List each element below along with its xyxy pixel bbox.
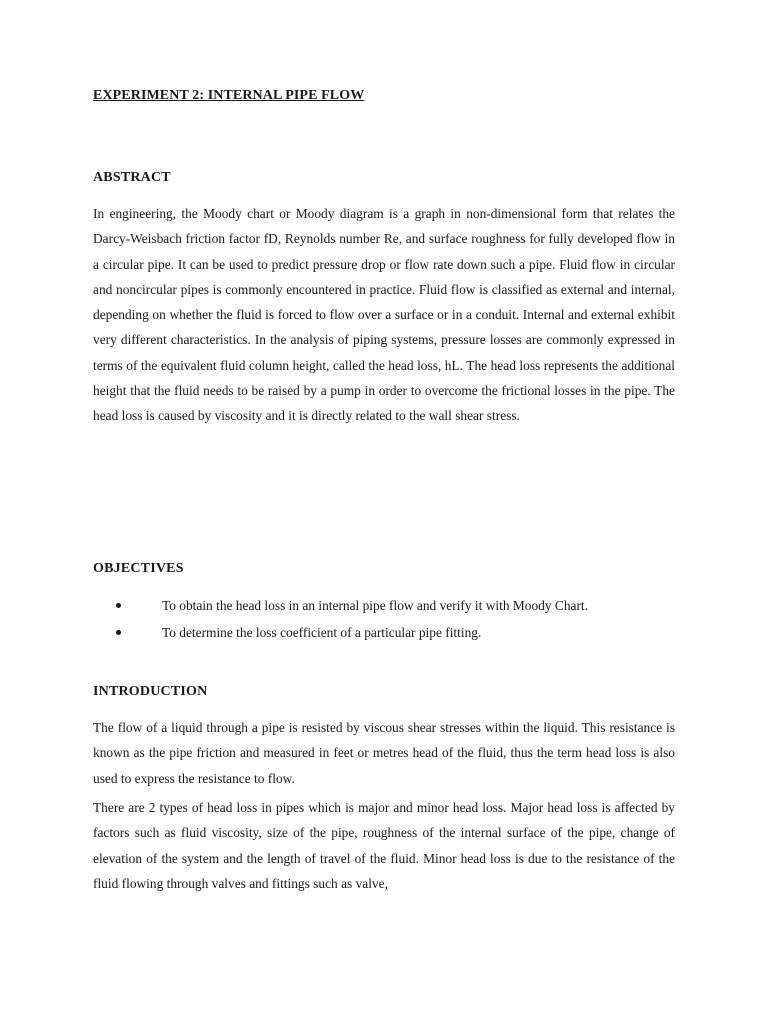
bullet-icon <box>116 630 121 635</box>
list-item <box>93 619 675 646</box>
objective-text: To obtain the head loss in an internal pipe flow and verify it with Moody Chart. <box>162 598 588 613</box>
list-item <box>93 592 675 619</box>
objective-text: To determine the loss coefficient of a particular pipe fitting. <box>162 625 482 640</box>
abstract-paragraph: In engineering, the Moody chart or Moody diagram is a graph in non-dimensional form that relates the Darcy-Weisbach friction factor fD, Reynolds number Re, and surface roughness for fully developed flow in a circular pipe. It can be used to predict pressure drop or flow rate down such a pipe. Fluid flow in circular and noncircular pipes is commonly encountered in practice. Fluid flow is classified as external and internal, depending on whether the fluid is forced to flow over a surface or in a conduit. Internal and external exhibit very different characteristics. In the analysis of piping systems, pressure losses are commonly expressed in terms of the equivalent fluid column height, called the head loss, hL. The head loss represents the additional height that the fluid needs to be raised by a pump in order to overcome the frictional losses in the pipe. The head loss is caused by viscosity and it is directly related to the wall shear stress. <box>93 206 675 424</box>
abstract-heading: ABSTRACT <box>93 170 171 185</box>
introduction-heading: INTRODUCTION <box>93 684 208 699</box>
document-title: EXPERIMENT 2: INTERNAL PIPE FLOW <box>93 88 365 103</box>
bullet-icon <box>116 603 121 608</box>
objectives-heading: OBJECTIVES <box>93 561 184 576</box>
introduction-paragraph: The flow of a liquid through a pipe is resisted by viscous shear stresses within the liquid. This resistance is known as the pipe friction and measured in feet or metres head of the fluid, thus the term head loss is also used to express the resistance to flow. <box>93 720 675 786</box>
introduction-paragraph: There are 2 types of head loss in pipes which is major and minor head loss. Major head loss is affected by factors such as fluid viscosity, size of the pipe, roughness of the internal surface of the pipe, change of elevation of the system and the length of travel of the fluid. Minor head loss is due to the resistance of the fluid flowing through valves and fittings such as valve, <box>93 800 675 891</box>
objectives-list <box>93 592 675 646</box>
